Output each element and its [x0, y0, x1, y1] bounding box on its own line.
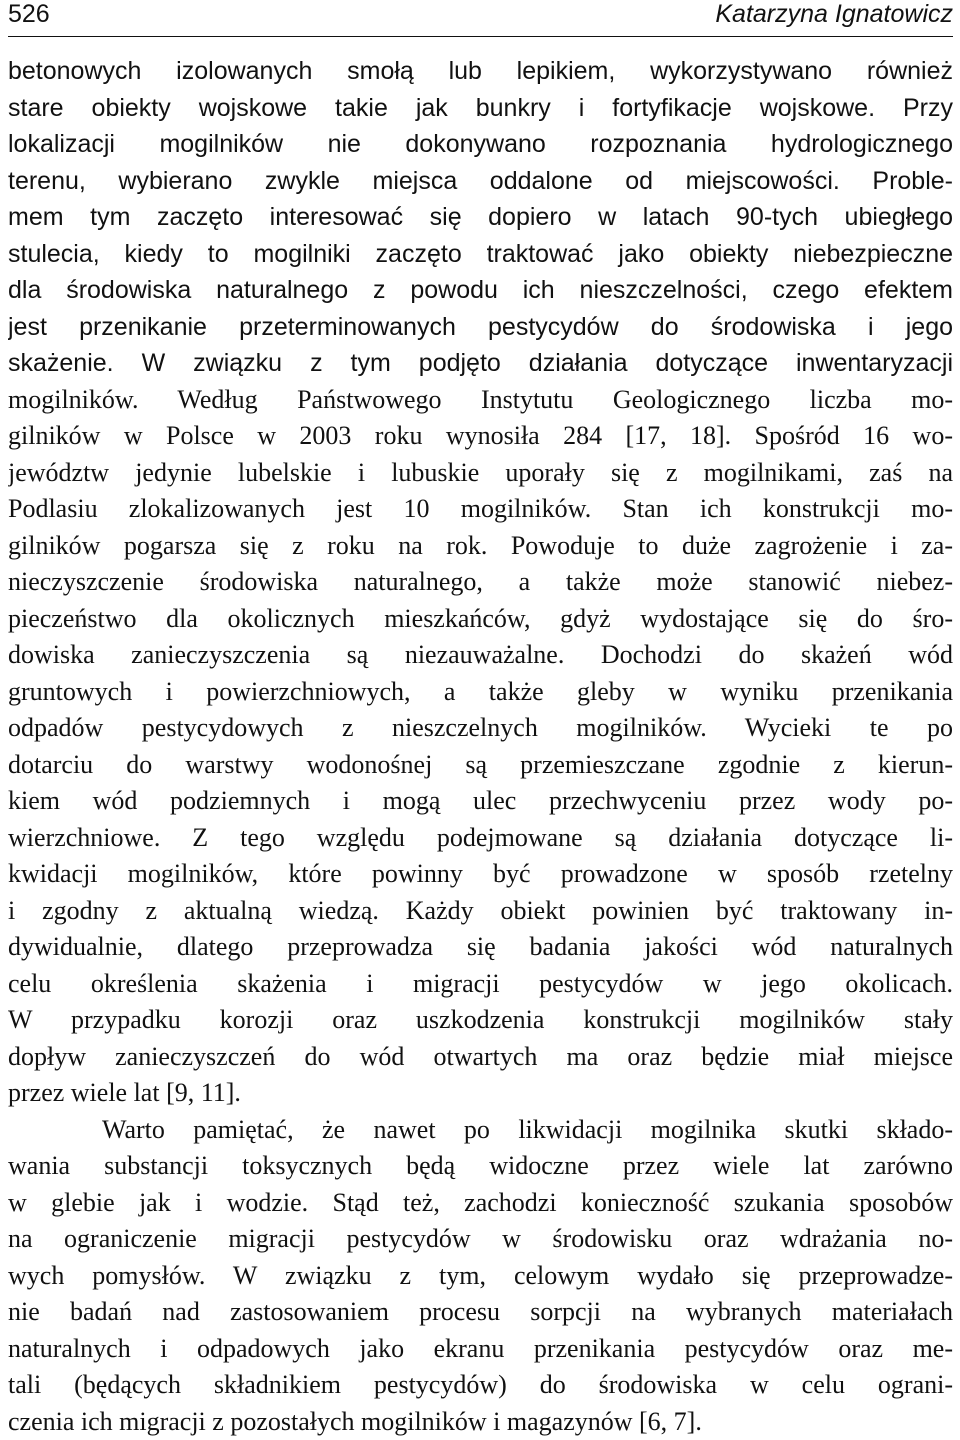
text-line: wania substancji toksycznych będą widoczne przez wiele lat zarówno: [8, 1148, 953, 1185]
text-line: gilników pogarsza się z roku na rok. Powoduje to duże zagrożenie i za-: [8, 528, 953, 565]
text-line: w glebie jak i wodzie. Stąd też, zachodzi konieczność szukania sposobów: [8, 1185, 953, 1222]
text-line: skażenie. W związku z tym podjęto działania dotyczące inwentaryzacji: [8, 345, 953, 382]
text-line: naturalnych i odpadowych jako ekranu przenikania pestycydów oraz me-: [8, 1331, 953, 1368]
text-line: terenu, wybierano zwykle miejsca oddalone od miejscowości. Proble-: [8, 163, 953, 200]
text-line: kwidacji mogilników, które powinny być prowadzone w sposób rzetelny: [8, 856, 953, 893]
text-line: wych pomysłów. W związku z tym, celowym wydało się przeprowadze-: [8, 1258, 953, 1295]
text-line: gruntowych i powierzchniowych, a także gleby w wyniku przenikania: [8, 674, 953, 711]
text-line: celu określenia skażenia i migracji pestycydów w jego okolicach.: [8, 966, 953, 1003]
text-line: odpadów pestycydowych z nieszczelnych mogilników. Wycieki te po: [8, 710, 953, 747]
text-line: gilników w Polsce w 2003 roku wynosiła 284 [17, 18]. Spośród 16 wo-: [8, 418, 953, 455]
text-line: dopływ zanieczyszczeń do wód otwartych ma oraz będzie miał miejsce: [8, 1039, 953, 1076]
book-page: [8, 0, 953, 37]
text-line: nie badań nad zastosowaniem procesu sorpcji na wybranych materiałach: [8, 1294, 953, 1331]
text-line: W przypadku korozji oraz uszkodzenia konstrukcji mogilników stały: [8, 1002, 953, 1039]
text-line: pieczeństwo dla okolicznych mieszkańców, gdyż wydostające się do śro-: [8, 601, 953, 638]
running-header-author: Katarzyna Ignatowicz: [715, 0, 953, 28]
text-line: i zgodny z aktualną wiedzą. Każdy obiekt powinien być traktowany in-: [8, 893, 953, 930]
text-line: Podlasiu zlokalizowanych jest 10 mogilników. Stan ich konstrukcji mo-: [8, 491, 953, 528]
text-line: jest przenikanie przeterminowanych pestycydów do środowiska i jego: [8, 309, 953, 346]
text-line: stulecia, kiedy to mogilniki zaczęto traktować jako obiekty niebezpieczne: [8, 236, 953, 273]
text-line: nieczyszczenie środowiska naturalnego, a także może stanowić niebez-: [8, 564, 953, 601]
text-line: mogilników. Według Państwowego Instytutu Geologicznego liczba mo-: [8, 382, 953, 419]
text-line: kiem wód podziemnych i mogą ulec przechwyceniu przez wody po-: [8, 783, 953, 820]
text-line: dywidualnie, dlatego przeprowadza się badania jakości wód naturalnych: [8, 929, 953, 966]
text-line: Warto pamiętać, że nawet po likwidacji mogilnika skutki składo-: [8, 1112, 953, 1149]
paragraph: [8, 53, 953, 1112]
text-line: stare obiekty wojskowe takie jak bunkry i fortyfikacje wojskowe. Przy: [8, 90, 953, 127]
text-line: betonowych izolowanych smołą lub lepikiem, wykorzystywano również: [8, 53, 953, 90]
text-line: czenia ich migracji z pozostałych mogilników i magazynów [6, 7].: [8, 1404, 953, 1440]
text-line: jewództw jedynie lubelskie i lubuskie uporały się z mogilnikami, zaś na: [8, 455, 953, 492]
text-line: dotarciu do warstwy wodonośnej są przemieszczane zgodnie z kierun-: [8, 747, 953, 784]
text-line: tali (będących składnikiem pestycydów) do środowiska w celu ograni-: [8, 1367, 953, 1404]
running-header: [8, 0, 953, 37]
text-line: dla środowiska naturalnego z powodu ich nieszczelności, czego efektem: [8, 272, 953, 309]
text-line: lokalizacji mogilników nie dokonywano rozpoznania hydrologicznego: [8, 126, 953, 163]
text-line: na ograniczenie migracji pestycydów w środowisku oraz wdrażania no-: [8, 1221, 953, 1258]
paragraph: [8, 1112, 953, 1440]
page-number: 526: [8, 0, 50, 28]
text-line: mem tym zaczęto interesować się dopiero w latach 90-tych ubiegłego: [8, 199, 953, 236]
text-line: przez wiele lat [9, 11].: [8, 1075, 953, 1112]
body-text: [8, 53, 953, 1440]
text-line: dowiska zanieczyszczenia są niezauważalne. Dochodzi do skażeń wód: [8, 637, 953, 674]
text-line: wierzchniowe. Z tego względu podejmowane są działania dotyczące li-: [8, 820, 953, 857]
